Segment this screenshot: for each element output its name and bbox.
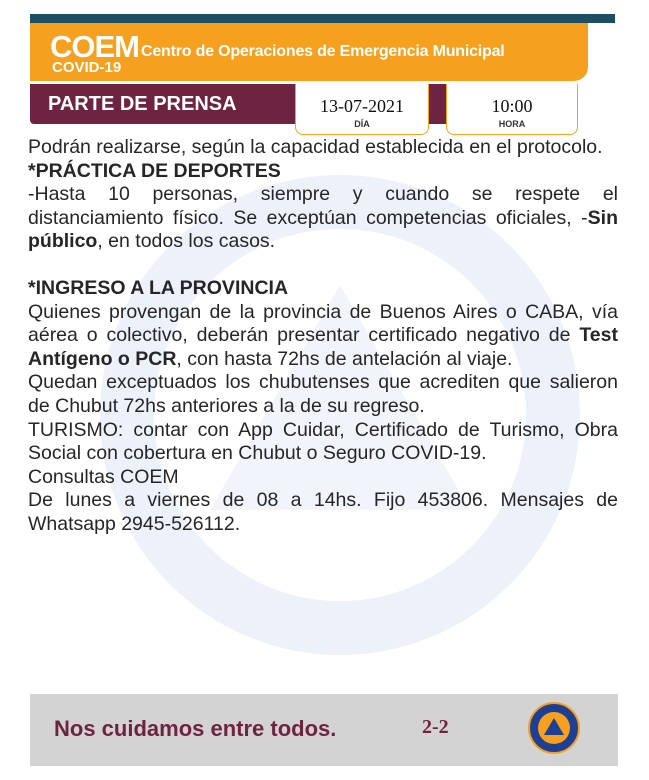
date-value: 13-07-2021 (320, 96, 404, 116)
center-name: Centro de Operaciones de Emergencia Municipal (141, 43, 505, 60)
footer-slogan: Nos cuidamos entre todos. (54, 716, 337, 741)
paragraph-contact: De lunes a viernes de 08 a 14hs. Fijo 453806. Mensajes de Whatsapp 2945-526112. (28, 489, 618, 535)
paragraph-tourism: TURISMO: contar con App Cuidar, Certificado de Turismo, Obra Social con cobertura en Chubut o Seguro COVID-19. (28, 418, 618, 465)
spacer (28, 254, 618, 277)
heading-province-entry: *INGRESO A LA PROVINCIA (28, 276, 289, 299)
paragraph-capacity: Podrán realizarse, según la capacidad establecida en el protocolo. (28, 136, 603, 158)
sports-text: -Hasta 10 personas, siempre y cuando se respete el distanciamiento físico. Se exceptúan competencias oficiales, - (28, 183, 618, 229)
press-band (30, 84, 288, 124)
badge-triangle (544, 718, 564, 735)
paragraph-exception: Quedan exceptuados los chubutenses que acrediten que salieron de Chubut 72hs anteriores a la de su regreso. (28, 371, 618, 417)
covid-logo-text: COVID-19 (52, 59, 122, 76)
coem-logo (50, 31, 139, 75)
no-public-bold: Sin público (28, 206, 618, 253)
coem-logo-text: COEM (50, 29, 139, 64)
time-box (446, 84, 578, 135)
date-label: DÍA (354, 119, 370, 129)
footer (30, 694, 618, 766)
paragraph-consultas: Consultas COEM (28, 465, 179, 488)
sports-text-end: , en todos los casos. (97, 230, 276, 253)
paragraph-entry (28, 301, 618, 372)
date-box (295, 84, 429, 135)
header-banner (30, 23, 588, 81)
press-label: PARTE DE PRENSA (48, 93, 237, 115)
entry-text-end: , con hasta 72hs de antelación al viaje. (176, 347, 513, 370)
top-rule (30, 14, 615, 23)
entry-text: Quienes provengan de la provincia de Buenos Aires o CABA, vía aérea o colectivo, deberán presentar certificado negativo de (28, 300, 618, 347)
press-body (28, 136, 618, 537)
time-value: 10:00 (491, 96, 533, 116)
paragraph-sports (28, 183, 618, 254)
test-bold: Test Antígeno o PCR (28, 324, 618, 370)
proteccion-civil-badge-icon (528, 702, 580, 754)
page-number: 2-2 (422, 716, 449, 738)
time-label: HORA (498, 119, 526, 129)
heading-sports: *PRÁCTICA DE DEPORTES (28, 159, 281, 182)
